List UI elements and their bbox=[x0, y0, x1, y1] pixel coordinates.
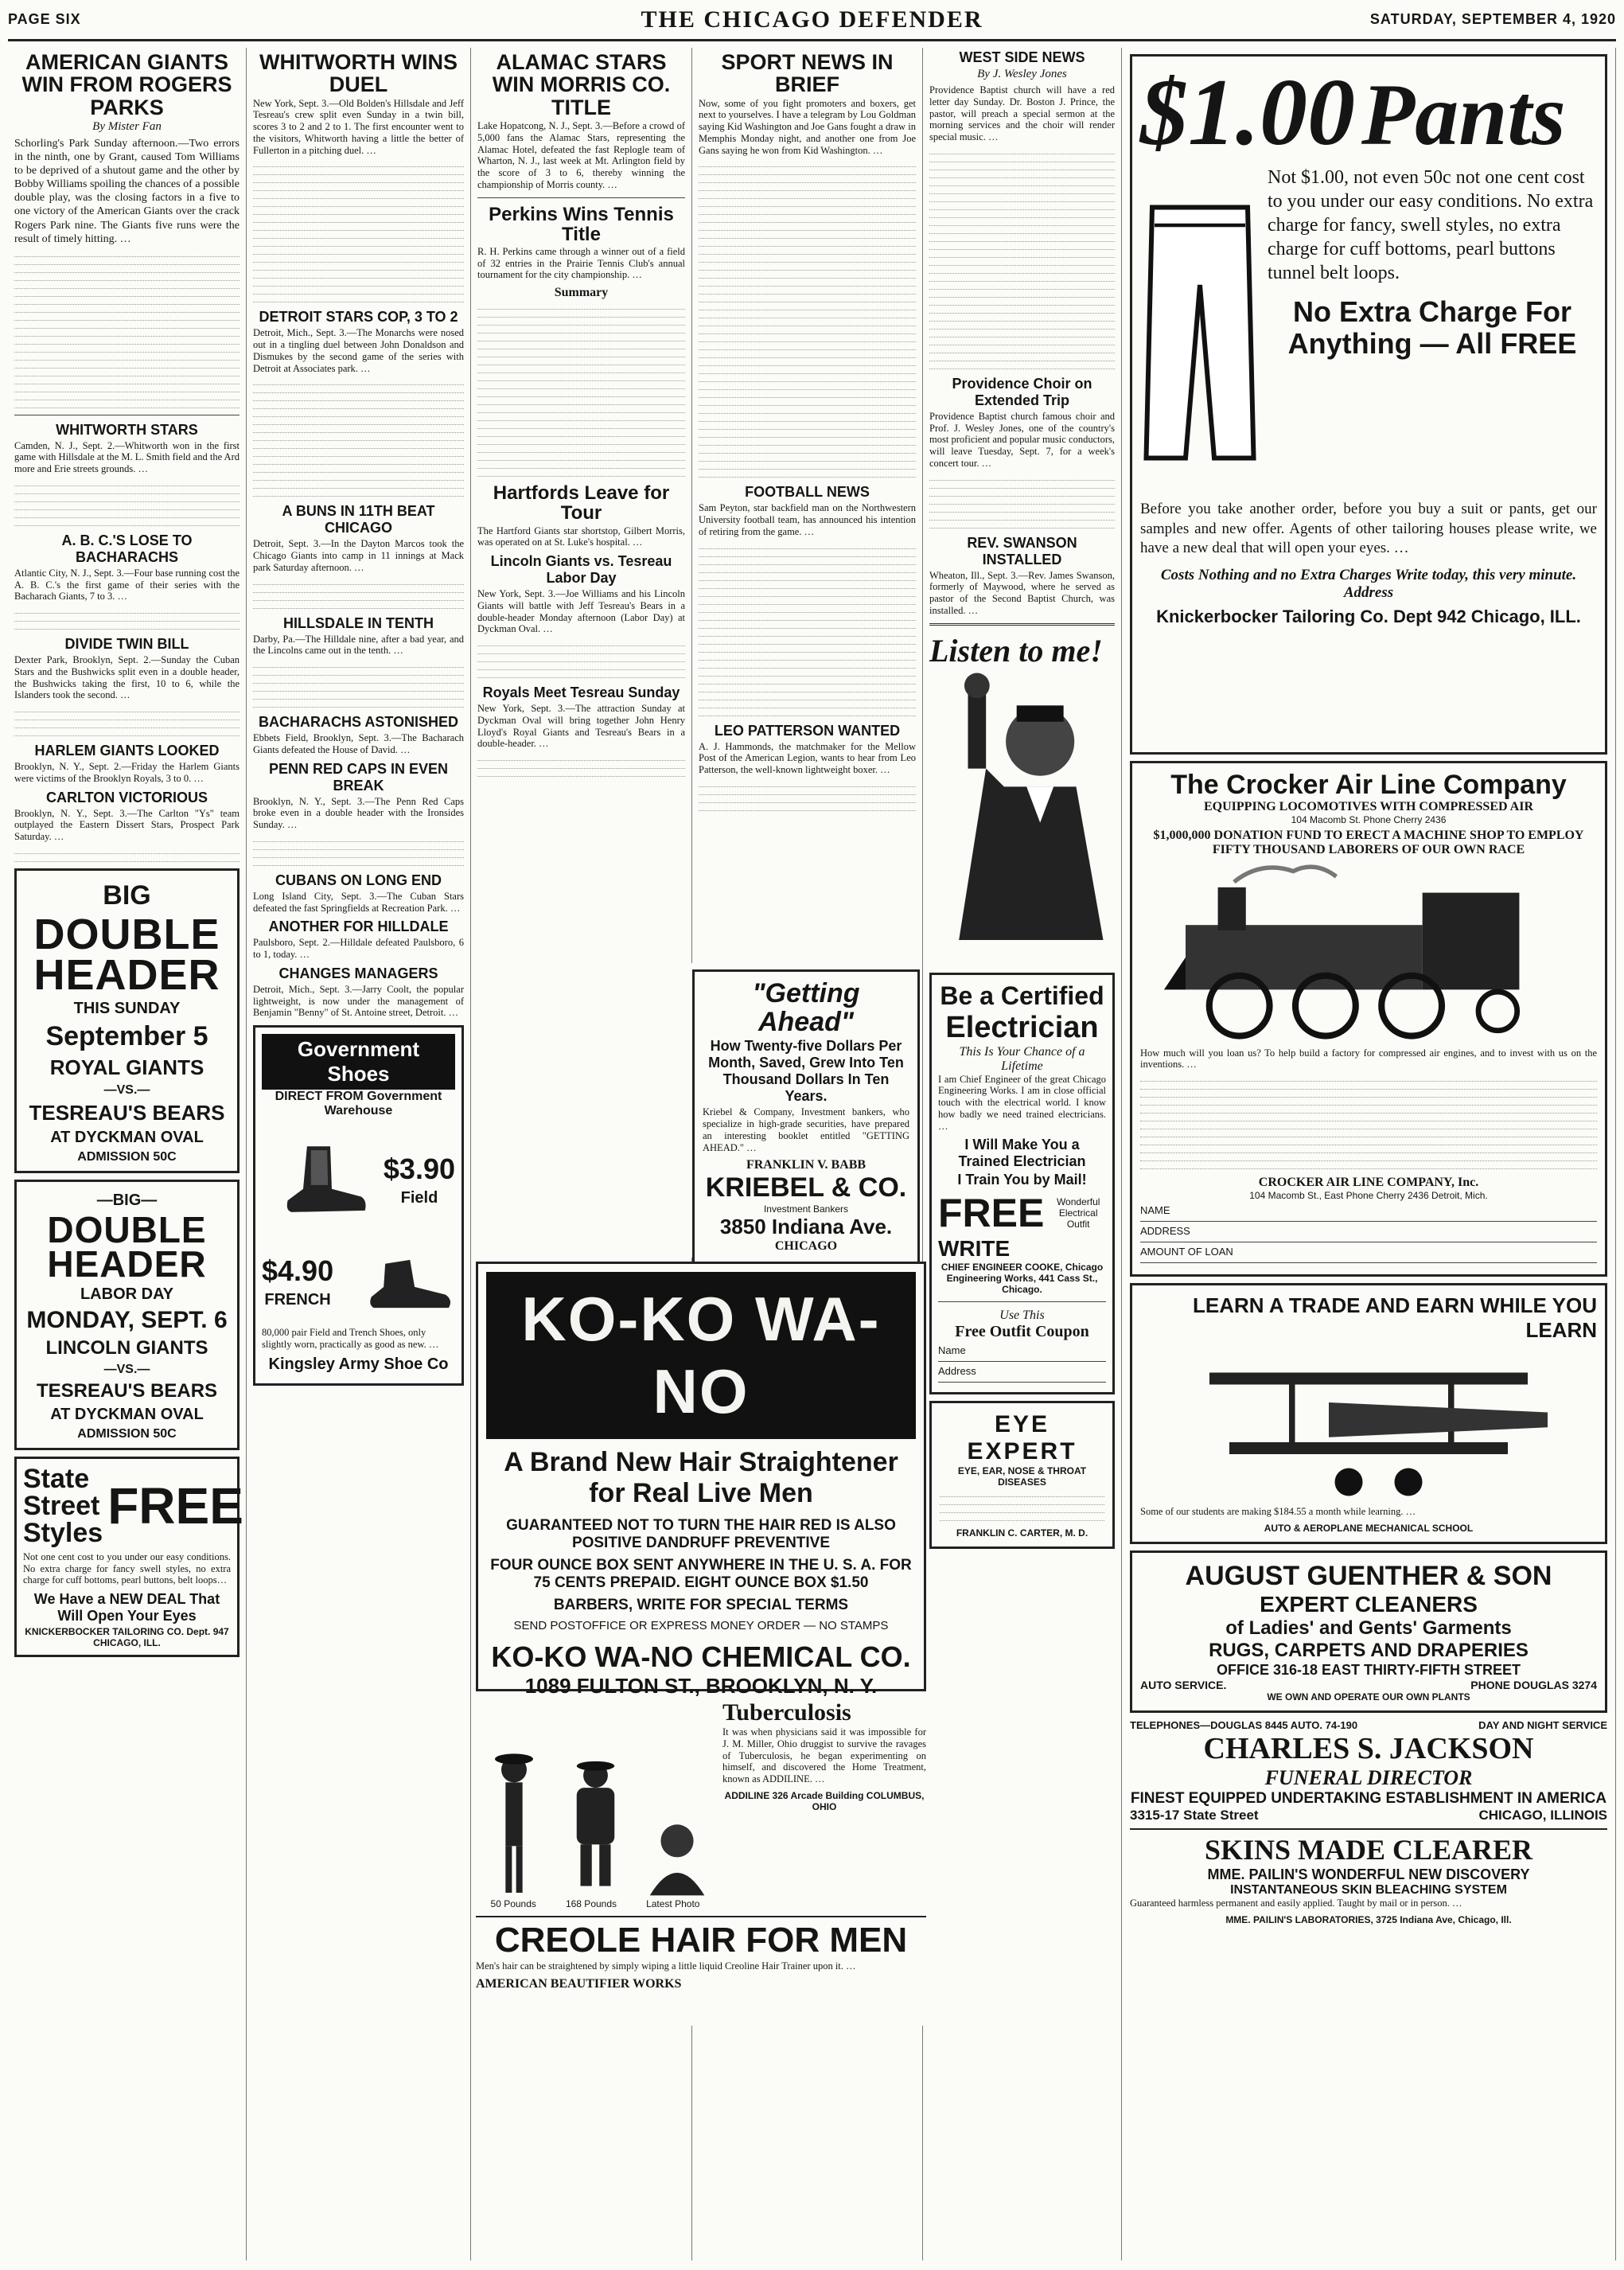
article-body: New York, Sept. 3.—Old Bolden's Hillsdale and Jeff Tesreau's crew split even Sunday in a twin bill, scores 3 to 2 and 2 to 1. The first encounter went to the visitors, Whitworth having a little the better of Fullerton in a pitching duel. … bbox=[253, 97, 464, 156]
article-body: Ebbets Field, Brooklyn, Sept. 3.—The Bacharach Giants defeated the House of David. … bbox=[253, 732, 464, 755]
box-score bbox=[14, 848, 240, 862]
headline-hartfords: Hartfords Leave for Tour bbox=[493, 482, 670, 525]
masthead bbox=[8, 6, 1616, 41]
headline-leo-patterson: LEO PATTERSON WANTED bbox=[714, 722, 901, 739]
ad-koko-wano: KO-KO WA-NO A Brand New Hair Straightener for Real Live Men GUARANTEED NOT TO TURN THE HAIR RED IS ALSO POSITIVE DANDRUFF PREVENTIVE FOUR OUNCE BOX SENT ANYWHERE IN THE U. S. A. FOR 75 CENTS PREPAID. EIGHT OUNCE BOX $1.50 BARBERS, WRITE FOR SPECIAL TERMS SEND POSTOFFICE OR EXPRESS MONEY ORDER — NO STAMPS KO-KO WA-NO CHEMICAL CO. 1089 FULTON ST., BROOKLYN, N. Y. Tuberculosis It was when physicians said it was impossible for J. M. Miller, Ohio druggist to survive the ravages of Tuberculosis, he began experimenting on himself, and discovered the Home Treatment, known as ADDILINE. … ADDILINE 326 Arcade Building COLUMBUS, OHIO 50 Pounds 168 Pounds Latest Photo CREOLE HAIR FOR MEN Men's hair can be straightened by simply wiping a little liquid Creoline Hair Trainer upon it. … AMERICAN BEAUTIFIER WORKS bbox=[476, 1262, 926, 2026]
ad-august-guenther: AUGUST GUENTHER & SON EXPERT CLEANERS of Ladies' and Gents' Garments RUGS, CARPETS AND DRAPERIES OFFICE 316-18 EAST THIRTY-FIFTH STREET AUTO SERVICE. PHONE DOUGLAS 3274 WE OWN AND OPERATE OUR OWN PLANTS bbox=[1130, 1550, 1607, 1713]
headline-changes-managers: CHANGES MANAGERS bbox=[278, 965, 438, 981]
article-body: Wheaton, Ill., Sept. 3.—Rev. James Swanson, formerly of Maywood, where he served as pastor of the Second Baptist Church, was installed. … bbox=[929, 569, 1115, 616]
article-body: Camden, N. J., Sept. 2.—Whitworth won in the first game with Hillsdale at the M. L. Smith field and the Ard more and Erie streets grounds. … bbox=[14, 439, 240, 475]
headline-detroit-stars: DETROIT STARS COP, 3 TO 2 bbox=[259, 309, 458, 326]
box-score bbox=[253, 579, 464, 609]
ad-charles-jackson: TELEPHONES—DOUGLAS 8445 AUTO. 74-190 DAY AND NIGHT SERVICE CHARLES S. JACKSON FUNERAL DIRECTOR FINEST EQUIPPED UNDERTAKING ESTABLISHMENT IN AMERICA 3315-17 State Street CHICAGO, ILLINOIS bbox=[1130, 1719, 1607, 1830]
ad-listen-to-me: Listen to me! bbox=[929, 632, 1115, 966]
figure-stout-icon bbox=[558, 1747, 633, 1898]
box-score bbox=[253, 161, 464, 302]
headline-lincoln-giants: Lincoln Giants vs. Tesreau Labor Day bbox=[490, 553, 672, 587]
ad-creole-hair: CREOLE HAIR FOR MEN Men's hair can be straightened by simply wiping a little liquid Creoline Hair Trainer upon it. … AMERICAN BEAUTIFIER WORKS bbox=[476, 1916, 926, 1991]
ad-government-shoes: Government Shoes DIRECT FROM Government Warehouse $3.90 Field $4.90 FRENCH 80,000 pair Field and Trench Shoes, only slightly worn, practically as good as new. … Kingsley Army Shoe Co bbox=[253, 1025, 464, 1386]
headline-rev-swanson: REV. SWANSON INSTALLED bbox=[967, 534, 1077, 568]
article-body: Paulsboro, Sept. 2.—Hilldale defeated Paulsboro, 6 to 1, today. … bbox=[253, 937, 464, 961]
headline-football-news: FOOTBALL NEWS bbox=[745, 484, 870, 501]
biplane-illustration bbox=[1140, 1343, 1597, 1502]
article-body: Detroit, Sept. 3.—In the Dayton Marcos took the Chicago Giants into camp in 11 innings at Mack park Saturday afternoon. … bbox=[253, 538, 464, 573]
figure-thin-icon bbox=[482, 1747, 546, 1898]
ad-skins-made-clearer: SKINS MADE CLEARER MME. PAILIN'S WONDERFUL NEW DISCOVERY INSTANTANEOUS SKIN BLEACHING SYSTEM Guaranteed harmless permanent and easily applied. Taught by mail or in person. … MME. PAILIN'S LABORATORIES, 3725 Indiana Ave, Chicago, Ill. bbox=[1130, 1833, 1533, 1925]
headline-providence-choir: Providence Choir on Extended Trip bbox=[952, 375, 1092, 408]
headline-divide-twin-bill: DIVIDE TWIN BILL bbox=[64, 636, 189, 653]
page-number: PAGE SIX bbox=[8, 11, 81, 27]
article-body: New York, Sept. 3.—The attraction Sunday at Dyckman Oval will bring together John Henry Lloyd's Royal Giants and Tesreau's Bears in a double-header. … bbox=[477, 703, 685, 750]
article-body: Sam Peyton, star backfield man on the Northwestern University football team, has announced his intention of retiring from the game. … bbox=[699, 502, 916, 537]
issue-date: SATURDAY, SEPTEMBER 4, 1920 bbox=[1369, 11, 1616, 27]
ad-dollar-pants: $1.00 Pants Not $1.00, not even 50c not one cent cost to you under our easy conditions. No extra charge for fancy, swell styles, no extra charge for cuff bottoms, pearl buttons tunnel belt loops. No Extra Charge For Anything — All FREE Before you take another order, before you buy a suit or pants, get our samples and new offer. Agents of other tailoring houses please write, we have a new deal that will open your eyes. … Costs Nothing and no Extra Charges Write today, this very minute. Address Knickerbocker Tailoring Co. Dept 942 Chicago, ILL. bbox=[1130, 54, 1607, 755]
box-score bbox=[253, 836, 464, 866]
man-pointing-illustration bbox=[929, 669, 1115, 940]
box-score bbox=[253, 661, 464, 708]
article-body: Detroit, Mich., Sept. 3.—Jarry Coolt, the popular lightweight, is now under the management of Benjamin "Benny" of St. Antoine street, Detroit. … bbox=[253, 983, 464, 1019]
article-body: Atlantic City, N. J., Sept. 3.—Four base running cost the A. B. C.'s the first game of their series with the Bacharach Giants, 7 to 3. … bbox=[14, 567, 240, 603]
headline-penn-red-caps: PENN RED CAPS IN EVEN BREAK bbox=[268, 760, 449, 794]
headline-perkins-tennis: Perkins Wins Tennis Title bbox=[489, 203, 674, 245]
article-body: Schorling's Park Sunday afternoon.—Two errors in the ninth, one by Grant, caused Tom Williams to be deprived of a shutout game and the other by Bobby Williams spoiling the chances of a possible double play, was the closing factors in a five to one victory of the American Giants over the crack Rogers Park nine. The Giants five runs were the result of timely hitting. … bbox=[14, 138, 240, 245]
ad-getting-ahead-kriebel: "Getting Ahead" How Twenty-five Dollars Per Month, Saved, Grew Into Ten Thousand Dollars In Ten Years. Kriebel & Company, Investment bankers, who specialize in high-grade securities, have prepared an interesting booklet entitled "GETTING AHEAD." … FRANKLIN V. BABB KRIEBEL & CO. Investment Bankers 3850 Indiana Ave. CHICAGO bbox=[477, 963, 920, 1258]
headline-west-side: WEST SIDE NEWS bbox=[959, 49, 1085, 65]
crocker-address-field[interactable]: ADDRESS bbox=[1140, 1225, 1597, 1242]
article-body: Brooklyn, N. Y., Sept. 3.—The Penn Red Caps broke even in a double header with the Ironsides Sunday. … bbox=[253, 795, 464, 831]
article-body: Providence Baptist church famous choir and Prof. J. Wesley Jones, one of the country's most proficient and popular music conductors, will leave Tuesday, Sept. 7, for a week's concert tour. … bbox=[929, 410, 1115, 469]
boot-illustration bbox=[276, 1129, 369, 1233]
article-body: New York, Sept. 3.—Joe Williams and his Lincoln Giants will battle with Jeff Tesreau's Bears in a double-header Monday afternoon (Labor Day) at Dyckman Oval. … bbox=[477, 588, 685, 635]
pants-illustration bbox=[1140, 166, 1260, 500]
newspaper-title: THE CHICAGO DEFENDER bbox=[641, 6, 983, 33]
ad-eye-expert: EYE EXPERT EYE, EAR, NOSE & THROAT DISEASES FRANKLIN C. CARTER, M. D. bbox=[929, 1401, 1115, 1549]
headline-whitworth-wins-duel: WHITWORTH WINS DUEL bbox=[259, 50, 458, 97]
byline: By Mister Fan bbox=[92, 120, 162, 134]
headline-harlem-giants: HARLEM GIANTS LOOKED bbox=[34, 743, 220, 759]
portrait-icon bbox=[645, 1811, 709, 1898]
article-body: Detroit, Mich., Sept. 3.—The Monarchs were nosed out in a tingling duel between John Donaldson and Dismukes by the second game of the series with Detroit at Associates park. … bbox=[253, 327, 464, 374]
ad-big-double-header: BIG DOUBLE HEADER THIS SUNDAY September 5 ROYAL GIANTS —VS.— TESREAU'S BEARS AT DYCKMAN OVAL ADMISSION 50C bbox=[14, 868, 240, 1173]
article-body: Lake Hopatcong, N. J., Sept. 3.—Before a crowd of 5,000 fans the Alamac Stars, representing the Alamac Hotel, defeated the fast Replogle team of Wharton, N. J., last week at Mt. Arlington field by the score of 3 to 6, thereby winning the championship of Morris county. … bbox=[477, 120, 685, 190]
locomotive-illustration bbox=[1140, 860, 1597, 1043]
crocker-name-field[interactable]: NAME bbox=[1140, 1204, 1597, 1222]
column-6 bbox=[1122, 48, 1616, 2260]
headline-hillsdale-tenth: HILLSDALE IN TENTH bbox=[283, 614, 434, 631]
koko-wano-title: KO-KO WA-NO bbox=[486, 1272, 916, 1439]
ad-certified-electrician: Be a Certified Electrician This Is Your Chance of a Lifetime I am Chief Engineer of the great Chicago Engineering Works. I am in close official touch with the electrical world. I know how badly we need trained electricians. … I Will Make You a Trained Electrician I Train You by Mail! FREE Wonderful Electrical Outfit WRITE CHIEF ENGINEER COOKE, Chicago Engineering Works, 441 Cass St., Chicago. Use This Free Outfit Coupon Name Address bbox=[929, 973, 1115, 1395]
column-3: ALAMAC STARS WIN MORRIS CO. TITLE Lake Hopatcong, N. J., Sept. 3.—Before a crowd of 5,000 fans the Alamac Stars, representing the Alamac Hotel, defeated the fast Replogle team of Wharton, N. J., last week at Mt. Arlington field by the score of 3 to 6, thereby winning the championship of Morris county. … Perkins Wins Tennis Title R. H. Perkins came through a winner out of a field of 32 entries in the Prairie Tennis Club's annual tournament for the city championship. … Summary Hartfords Leave for Tour The Hartford Giants star shortstop, Gilbert Morris, was operated on at St. Luke's hospital. … Lincoln Giants vs. Tesreau Labor Day New York, Sept. 3.—Joe Williams and his Lincoln Giants will battle with Jeff Tesreau's Bears in a double-header Monday afternoon (Labor Day) at Dyckman Oval. … Royals Meet Tesreau Sunday New York, Sept. 3.—The attraction Sunday at Dyckman Oval will bring together John Henry Lloyd's Royal Giants and Tesreau's Bears in a double-header. … bbox=[471, 48, 692, 2260]
article-body: A. J. Hammonds, the matchmaker for the Mellow Post of the American Legion, wants to hear from Leo Patterson, the well-known lightweight boxer. … bbox=[699, 740, 916, 776]
article-body: Providence Baptist church will have a red letter day Sunday. Dr. Boston J. Prince, the pastor, will preach a special sermon at the morning services and the choir will render special music. … bbox=[929, 84, 1115, 142]
headline-whitworth-stars: WHITWORTH STARS bbox=[56, 421, 198, 438]
ad-learn-a-trade: LEARN A TRADE AND EARN WHILE YOU LEARN Some of our students are making $184.55 a month while learning. … AUTO & AEROPLANE MECHANICAL SCHOOL bbox=[1130, 1283, 1607, 1544]
box-score bbox=[14, 706, 240, 736]
article-body: Dexter Park, Brooklyn, Sept. 2.—Sunday the Cuban Stars and the Bushwicks split even in a double header, the Bushwicks taking the first, 10 to 6, while the Islanders took the second. … bbox=[14, 654, 240, 701]
article-body: Brooklyn, N. Y., Sept. 3.—The Carlton "Ys" team outplayed the Eastern Dissert Stars, Prospect Park Saturday. … bbox=[14, 807, 240, 843]
headline-bacharachs: BACHARACHS ASTONISHED bbox=[258, 714, 458, 731]
column-2 bbox=[247, 48, 471, 2260]
box-score bbox=[253, 379, 464, 497]
article-body: Now, some of you fight promoters and boxers, get next to yourselves. I have a telegram by Lou Goldman saying Kid Washington and Joe Gans fought a draw in Memphis Monday night, and another one from Joe Gans saying he won from Kid Washington. … bbox=[699, 97, 916, 156]
headline-abcs-lose: A. B. C.'S LOSE TO BACHARACHS bbox=[61, 532, 193, 565]
headline-alamac-stars: ALAMAC STARS WIN MORRIS CO. TITLE bbox=[492, 50, 671, 119]
article-body: The Hartford Giants star shortstop, Gilbert Morris, was operated on at St. Luke's hospital. … bbox=[477, 525, 685, 548]
article-body: Long Island City, Sept. 3.—The Cuban Stars defeated the fast Springfields at Recreation Park. … bbox=[253, 890, 464, 914]
box-score bbox=[14, 607, 240, 630]
headline-sport-news: SPORT NEWS IN BRIEF bbox=[721, 50, 894, 97]
headline-carlton: CARLTON VICTORIOUS bbox=[45, 789, 208, 805]
headline-american-giants: AMERICAN GIANTS WIN FROM ROGERS PARKS bbox=[21, 50, 232, 119]
coupon-address-field[interactable]: Address bbox=[938, 1365, 1106, 1383]
crocker-loan-amount-field[interactable]: AMOUNT OF LOAN bbox=[1140, 1246, 1597, 1263]
headline-11th-inning: A BUNS IN 11TH BEAT CHICAGO bbox=[282, 503, 435, 536]
article-body: Brooklyn, N. Y., Sept. 2.—Friday the Harlem Giants were victims of the Brooklyn Royals, 3 to 0. … bbox=[14, 761, 240, 784]
coupon-name-field[interactable]: Name bbox=[938, 1344, 1106, 1362]
column-1 bbox=[8, 48, 247, 2260]
column-5: WEST SIDE NEWS By J. Wesley Jones Providence Baptist church will have a red letter day Sunday. Dr. Boston J. Prince, the pastor, will preach a special sermon at the morning services and the choir will render special music. … Providence Choir on Extended Trip Providence Baptist church famous choir and Prof. J. Wesley Jones, one of the country's most proficient and popular music conductors, will leave Tuesday, Sept. 7, for a week's concert tour. … REV. SWANSON INSTALLED Wheaton, Ill., Sept. 3.—Rev. James Swanson, formerly of Maywood, where he served as pastor of the Second Baptist Church, was installed. … Listen to me! Be a Certified Electrician This Is Your Chance of a Lifetime I am Chief Engineer of the great Chicago Engineering Works. I am in close official touch with the electrical world. I know how badly we need trained electricians. … I Will Make You a Trained Electrician I Train You by Mail! FREE Wonderful Electrical Outfit WRITE CHIEF ENGINEER COOKE, Chicago Engineering Works, 441 Cass St., Chicago. Use This Free Outfit Coupon Name Address EYE EXPERT EYE, EAR, NOSE & THROAT DISEASES FRANKLIN C. CARTER, M. D. bbox=[923, 48, 1122, 2260]
box-score bbox=[14, 251, 240, 408]
tennis-results bbox=[477, 303, 685, 477]
ad-labor-day-double-header: —BIG— DOUBLE HEADER LABOR DAY MONDAY, SEPT. 6 LINCOLN GIANTS —VS.— TESREAU'S BEARS AT DYCKMAN OVAL ADMISSION 50C bbox=[14, 1180, 240, 1450]
article-body: R. H. Perkins came through a winner out of a field of 32 entries in the Prairie Tennis Club's annual tournament for the city championship. … bbox=[477, 245, 685, 281]
headline-cubans: CUBANS ON LONG END bbox=[275, 872, 442, 888]
article-body: Darby, Pa.—The Hilldale nine, after a bad year, and the Lincolns came out in the tenth. … bbox=[253, 633, 464, 657]
headline-royals-tesreau: Royals Meet Tesreau Sunday bbox=[482, 685, 680, 701]
ad-state-street-styles: State Street Styles FREE Not one cent cost to you under our easy conditions. No extra charge for fancy swell styles, no extra charge for cuff bottoms, pearl buttons, belt loops… We Have a NEW DEAL That Will Open Your Eyes KNICKERBOCKER TAILORING CO. Dept. 947 CHICAGO, ILL. bbox=[14, 1457, 240, 1657]
headline-another-hilldale: ANOTHER FOR HILLDALE bbox=[268, 919, 449, 935]
ad-crocker-air-line: The Crocker Air Line Company EQUIPPING LOCOMOTIVES WITH COMPRESSED AIR 104 Macomb St. Phone Cherry 2436 $1,000,000 DONATION FUND TO ERECT A MACHINE SHOP TO EMPLOY FIFTY THOUSAND LABORERS OF OUR OWN RACE How much will you loan us? To help build a factory for compressed air engines, and to invest with us on the inventions. … CROCKER AIR LINE COMPANY, Inc. 104 Macomb St., East Phone Cherry 2436 Detroit, Mich. NAME ADDRESS AMOUNT OF LOAN bbox=[1130, 761, 1607, 1277]
ad-tuberculosis: Tuberculosis It was when physicians said it was impossible for J. M. Miller, Ohio druggist to survive the ravages of Tuberculosis, he began experimenting on himself, and discovered the Home Treatment, known as ADDILINE. … ADDILINE 326 Arcade Building COLUMBUS, OHIO bbox=[476, 1699, 926, 1898]
box-score bbox=[14, 480, 240, 526]
trench-shoe-illustration bbox=[362, 1239, 455, 1327]
